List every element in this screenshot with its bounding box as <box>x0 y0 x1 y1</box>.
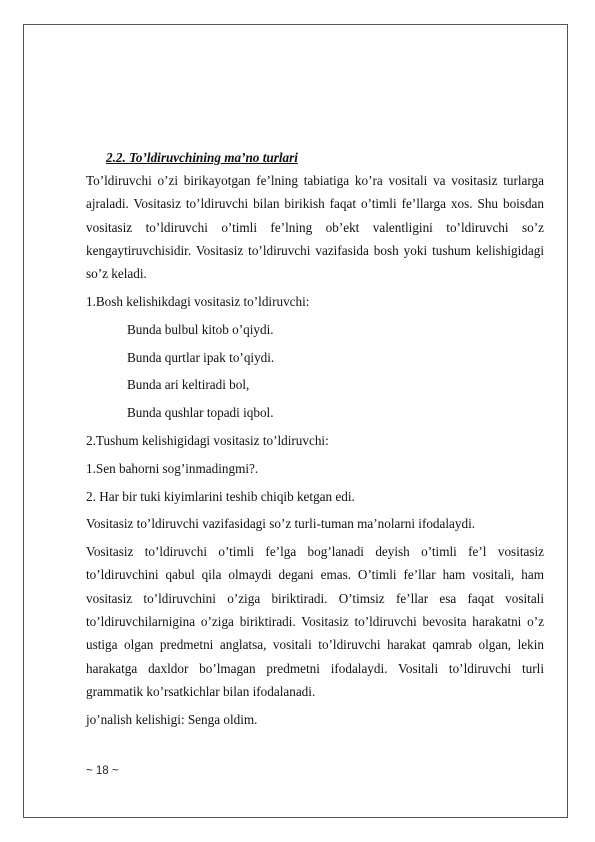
example-line: Bunda bulbul kitob o’qiydi. <box>127 321 274 337</box>
subheading-nominative: 1.Bosh kelishikdagi vositasiz to’ldiruvchi: <box>86 293 310 309</box>
example-line: Bunda qushlar topadi iqbol. <box>127 405 274 421</box>
example-line: Bunda ari keltiradi bol, <box>127 377 250 393</box>
example-line: 2. Har bir tuki kiyimlarini teshib chiqib ketgan edi. <box>86 488 355 504</box>
paragraph-intro: To’ldiruvchi o’zi birikayotgan fe’lning tabiatiga ko’ra vositali va vositasiz turlarga ajraladi. Vositasiz to’ldiruvchi bilan birikish faqat o’timli fe’llarga xos. Shu boisdan vositasiz to’ldiruvchi o’timli fe’lning ob’ekt valentligini to’ldiruvchi so’z kengaytiruvchisidir. Vositasiz to’ldiruvchi vazifasida bosh yoki tushum kelishigidagi so’z keladi. <box>86 173 544 282</box>
example-line: 1.Sen bahorni sog’inmadingmi?. <box>86 460 259 476</box>
paragraph-transitive: Vositasiz to’ldiruvchi o’timli fe’lga bog’lanadi deyish o’timli fe’l vositasiz to’ldiruvchini qabul qila olmaydi degani emas. O’timli fe’llar ham vositali, ham vositasiz to’ldiruvchini o’ziga biriktiradi. O’timsiz fe’llar esa faqat vositali to’ldiruvchilarnigina o’ziga biriktiradi. Vositasiz to’ldiruvchi bevosita harakatni o’z ustiga olgan predmetni anglatsa, vositali to’ldiruvchi harakat qamrab olgan, lekin harakatga daxldor bo’lmagan predmetni ifodalaydi. Vositali to’ldiruvchi turli grammatik ko’rsatkichlar bilan ifodalanadi. <box>86 544 544 699</box>
subheading-accusative: 2.Tushum kelishigidagi vositasiz to’ldiruvchi: <box>86 432 329 448</box>
paragraph-meanings: Vositasiz to’ldiruvchi vazifasidagi so’z turli-tuman ma’nolarni ifodalaydi. <box>86 516 476 532</box>
document-body <box>86 150 544 731</box>
page-number: ~ 18 ~ <box>86 765 119 777</box>
paragraph-dative: jo’nalish kelishigi: Senga oldim. <box>86 711 258 727</box>
example-line: Bunda qurtlar ipak to’qiydi. <box>127 349 275 365</box>
section-heading: 2.2. To’ldiruvchining ma’no turlari <box>106 150 298 165</box>
